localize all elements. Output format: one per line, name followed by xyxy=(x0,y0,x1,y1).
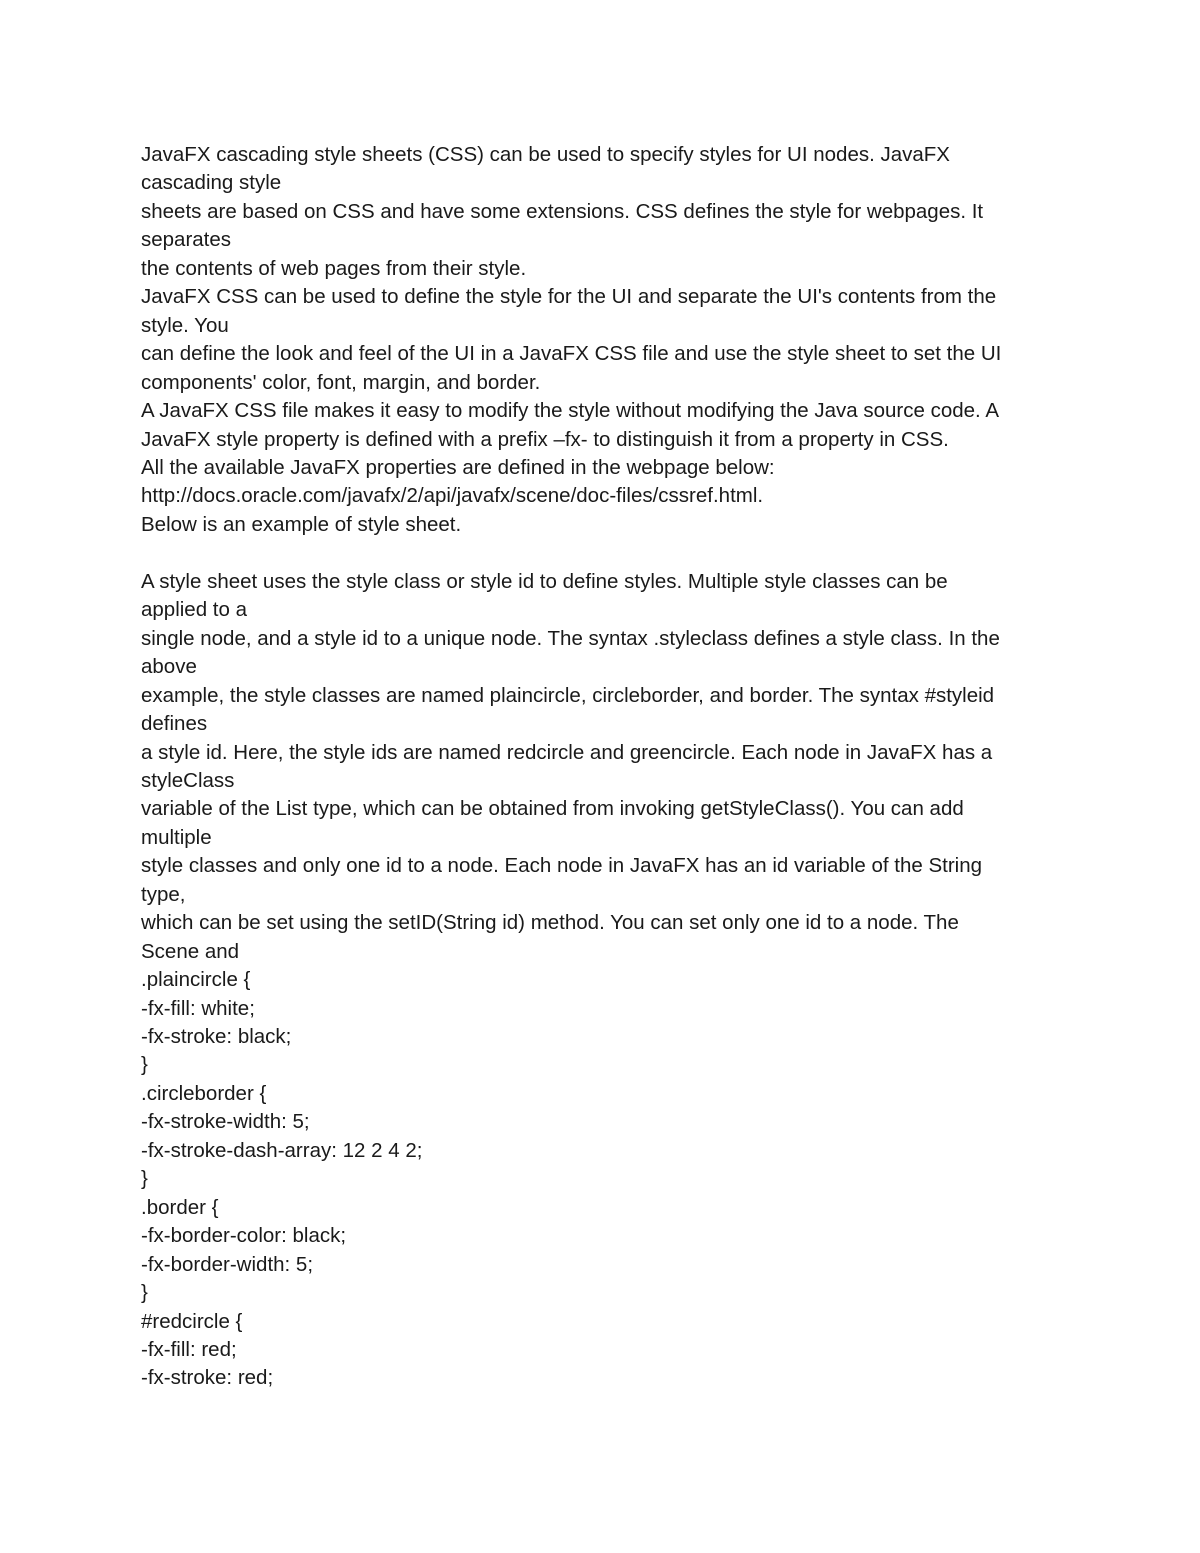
text-line: Below is an example of style sheet. xyxy=(141,512,462,536)
text-line: style. You xyxy=(141,313,229,337)
text-line: single node, and a style id to a unique node. The syntax .styleclass defines a style class. In the xyxy=(141,626,1000,650)
css-code-line: -fx-stroke: red; xyxy=(141,1366,274,1390)
text-line: a style id. Here, the style ids are named redcircle and greencircle. Each node in JavaFX has a xyxy=(141,740,993,764)
text-line: Scene and xyxy=(141,939,240,963)
text-line: example, the style classes are named plaincircle, circleborder, and border. The syntax #styleid xyxy=(141,683,995,707)
text-line: above xyxy=(141,655,197,679)
css-code-line: .circleborder { xyxy=(141,1081,267,1105)
text-line: variable of the List type, which can be obtained from invoking getStyleClass(). You can add xyxy=(141,797,964,821)
text-line: can define the look and feel of the UI in a JavaFX CSS file and use the style sheet to set the UI xyxy=(141,342,1002,366)
text-line: defines xyxy=(141,712,208,736)
text-line: multiple xyxy=(141,825,212,849)
blank-line xyxy=(141,539,1071,567)
css-code-line: -fx-border-color: black; xyxy=(141,1224,347,1248)
css-code-line: } xyxy=(141,1167,148,1191)
text-line: JavaFX CSS can be used to define the style for the UI and separate the UI's contents from the xyxy=(141,285,997,309)
text-line: components' color, font, margin, and border. xyxy=(141,370,541,394)
css-code-line: -fx-fill: white; xyxy=(141,996,255,1020)
css-code-line: -fx-stroke-width: 5; xyxy=(141,1110,310,1134)
text-line: All the available JavaFX properties are defined in the webpage below: xyxy=(141,455,775,479)
text-line: separates xyxy=(141,228,232,252)
css-code-line: .border { xyxy=(141,1195,219,1219)
css-code-line: -fx-border-width: 5; xyxy=(141,1252,314,1276)
text-line: styleClass xyxy=(141,768,235,792)
text-line: the contents of web pages from their style. xyxy=(141,256,527,280)
text-line: A JavaFX CSS file makes it easy to modify the style without modifying the Java source code. A xyxy=(141,399,999,423)
reference-url: http://docs.oracle.com/javafx/2/api/javafx/scene/doc-files/cssref.html. xyxy=(141,484,764,508)
css-code-line: #redcircle { xyxy=(141,1309,243,1333)
css-code-line: -fx-fill: red; xyxy=(141,1338,237,1362)
document-body xyxy=(141,141,1071,1393)
text-line: A style sheet uses the style class or style id to define styles. Multiple style classes can be xyxy=(141,569,948,593)
text-line: type, xyxy=(141,882,186,906)
text-line: cascading style xyxy=(141,171,282,195)
css-code-line: .plaincircle { xyxy=(141,968,251,992)
css-code-line: -fx-stroke: black; xyxy=(141,1025,292,1049)
text-line: sheets are based on CSS and have some extensions. CSS defines the style for webpages. It xyxy=(141,199,984,223)
text-line: which can be set using the setID(String id) method. You can set only one id to a node. The xyxy=(141,911,959,935)
css-code-line: -fx-stroke-dash-array: 12 2 4 2; xyxy=(141,1138,423,1162)
text-line: JavaFX cascading style sheets (CSS) can be used to specify styles for UI nodes. JavaFX xyxy=(141,143,950,166)
text-line: JavaFX style property is defined with a prefix –fx- to distinguish it from a property in CSS. xyxy=(141,427,949,451)
text-line: applied to a xyxy=(141,598,248,622)
css-code-line: } xyxy=(141,1281,148,1305)
text-line: style classes and only one id to a node. Each node in JavaFX has an id variable of the String xyxy=(141,854,983,878)
css-code-line: } xyxy=(141,1053,148,1077)
